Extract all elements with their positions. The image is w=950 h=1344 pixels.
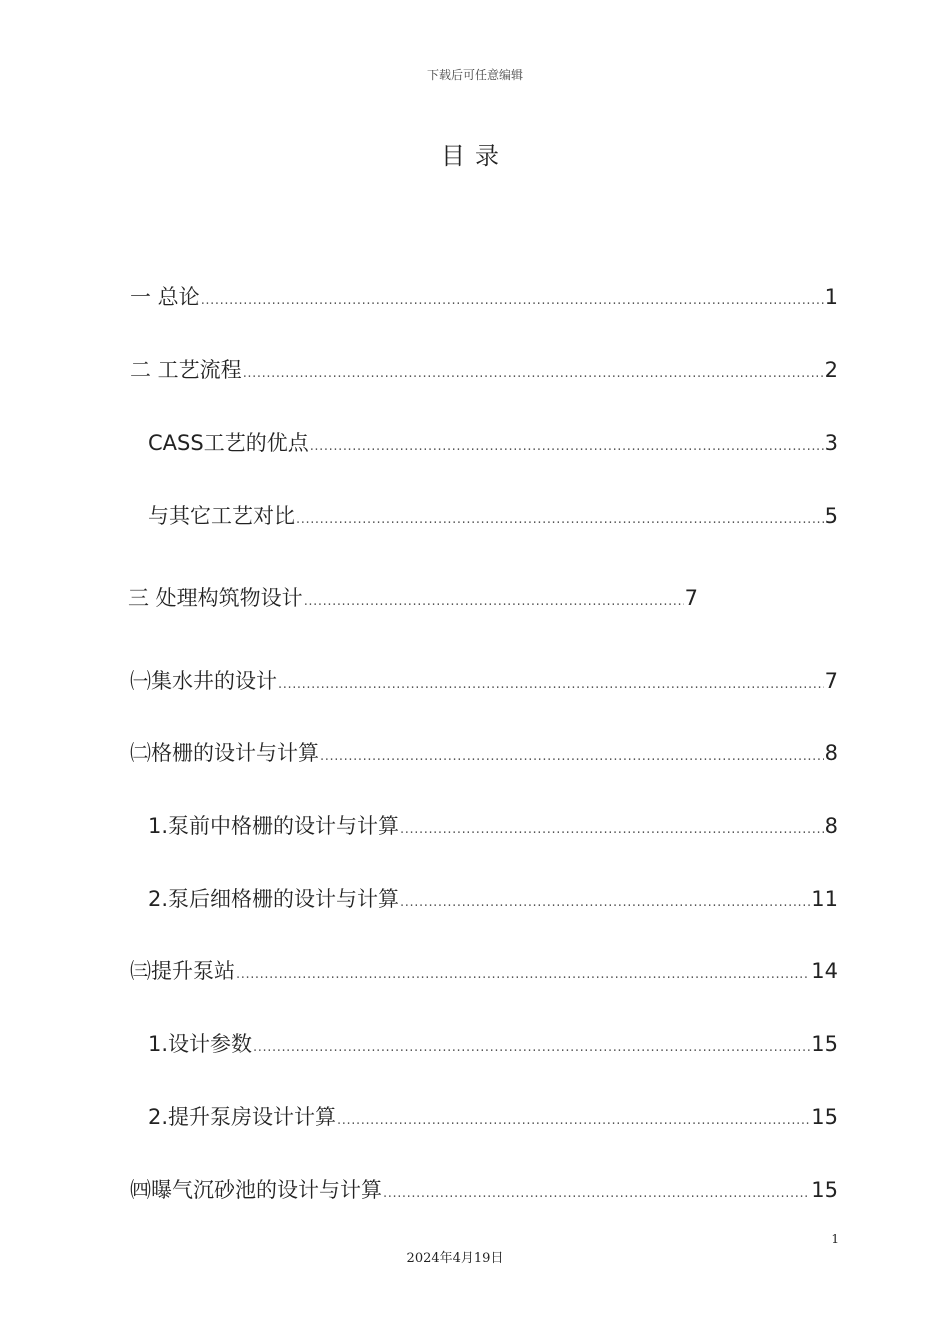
toc-page-number: 2	[824, 358, 838, 382]
toc-page-number: 14	[811, 959, 838, 983]
page-header-note: 下载后可任意编辑	[426, 68, 523, 82]
toc-entry-fine-grille[interactable]	[148, 885, 838, 913]
toc-entry-aerated-grit-chamber[interactable]	[130, 1176, 838, 1204]
footer-date: 2024年4月19日	[406, 1251, 504, 1266]
toc-page-number: 8	[824, 814, 838, 838]
toc-entry-text: 三 处理构筑物设计	[128, 586, 303, 610]
toc-page-number: 7	[684, 586, 698, 610]
toc-entry-text: 2.泵后细格栅的设计与计算	[148, 887, 400, 911]
toc-entry-general[interactable]	[130, 283, 838, 311]
toc-page-number: 1	[824, 285, 838, 309]
toc-dot-leader	[304, 588, 684, 616]
toc-page-number: 7	[824, 669, 838, 693]
toc-dot-leader	[243, 360, 824, 388]
toc-page-number: 15	[811, 1105, 838, 1129]
toc-entry-medium-grille[interactable]	[148, 812, 838, 840]
toc-entry-text: CASS工艺的优点	[148, 431, 309, 455]
toc-page-number: 15	[811, 1032, 838, 1056]
page-title: 目录	[441, 142, 509, 170]
toc-dot-leader	[400, 889, 810, 917]
toc-page-number: 11	[811, 887, 838, 911]
toc-dot-leader	[278, 671, 824, 699]
toc-entry-text: 一 总论	[130, 285, 200, 309]
toc-entry-text: ㈢提升泵站	[130, 959, 235, 983]
toc-entry-text: ㈠集水井的设计	[130, 669, 277, 693]
toc-entry-text: 与其它工艺对比	[148, 504, 295, 528]
toc-dot-leader	[400, 816, 824, 844]
toc-entry-pump-house-calc[interactable]	[148, 1103, 838, 1131]
toc-entry-pump-station[interactable]	[130, 957, 838, 985]
toc-entry-text: 1.设计参数	[148, 1032, 253, 1056]
toc-dot-leader	[253, 1034, 810, 1062]
toc-entry-process-comparison[interactable]	[148, 502, 838, 530]
toc-page-number: 3	[824, 431, 838, 455]
toc-entry-design-parameters[interactable]	[148, 1030, 838, 1058]
toc-dot-leader	[310, 433, 824, 461]
toc-dot-leader	[236, 961, 810, 989]
toc-entry-process-flow[interactable]	[130, 356, 838, 384]
toc-entry-structure-design[interactable]	[128, 584, 698, 612]
toc-entry-text: 1.泵前中格栅的设计与计算	[148, 814, 400, 838]
toc-entry-collection-well[interactable]	[130, 667, 838, 695]
toc-page-number: 8	[824, 741, 838, 765]
toc-dot-leader	[201, 287, 824, 315]
toc-dot-leader	[337, 1107, 810, 1135]
toc-entry-text: ㈣曝气沉砂池的设计与计算	[130, 1178, 382, 1202]
toc-dot-leader	[296, 506, 824, 534]
toc-page-number: 15	[811, 1178, 838, 1202]
toc-dot-leader	[320, 743, 824, 771]
toc-dot-leader	[383, 1180, 810, 1208]
toc-entry-text: 2.提升泵房设计计算	[148, 1105, 337, 1129]
toc-page-number: 5	[824, 504, 838, 528]
toc-entry-grille-design[interactable]	[130, 739, 838, 767]
toc-entry-cass-advantages[interactable]	[148, 429, 838, 457]
toc-entry-text: 二 工艺流程	[130, 358, 242, 382]
toc-entry-text: ㈡格栅的设计与计算	[130, 741, 319, 765]
footer-page-number: 1	[831, 1232, 839, 1246]
